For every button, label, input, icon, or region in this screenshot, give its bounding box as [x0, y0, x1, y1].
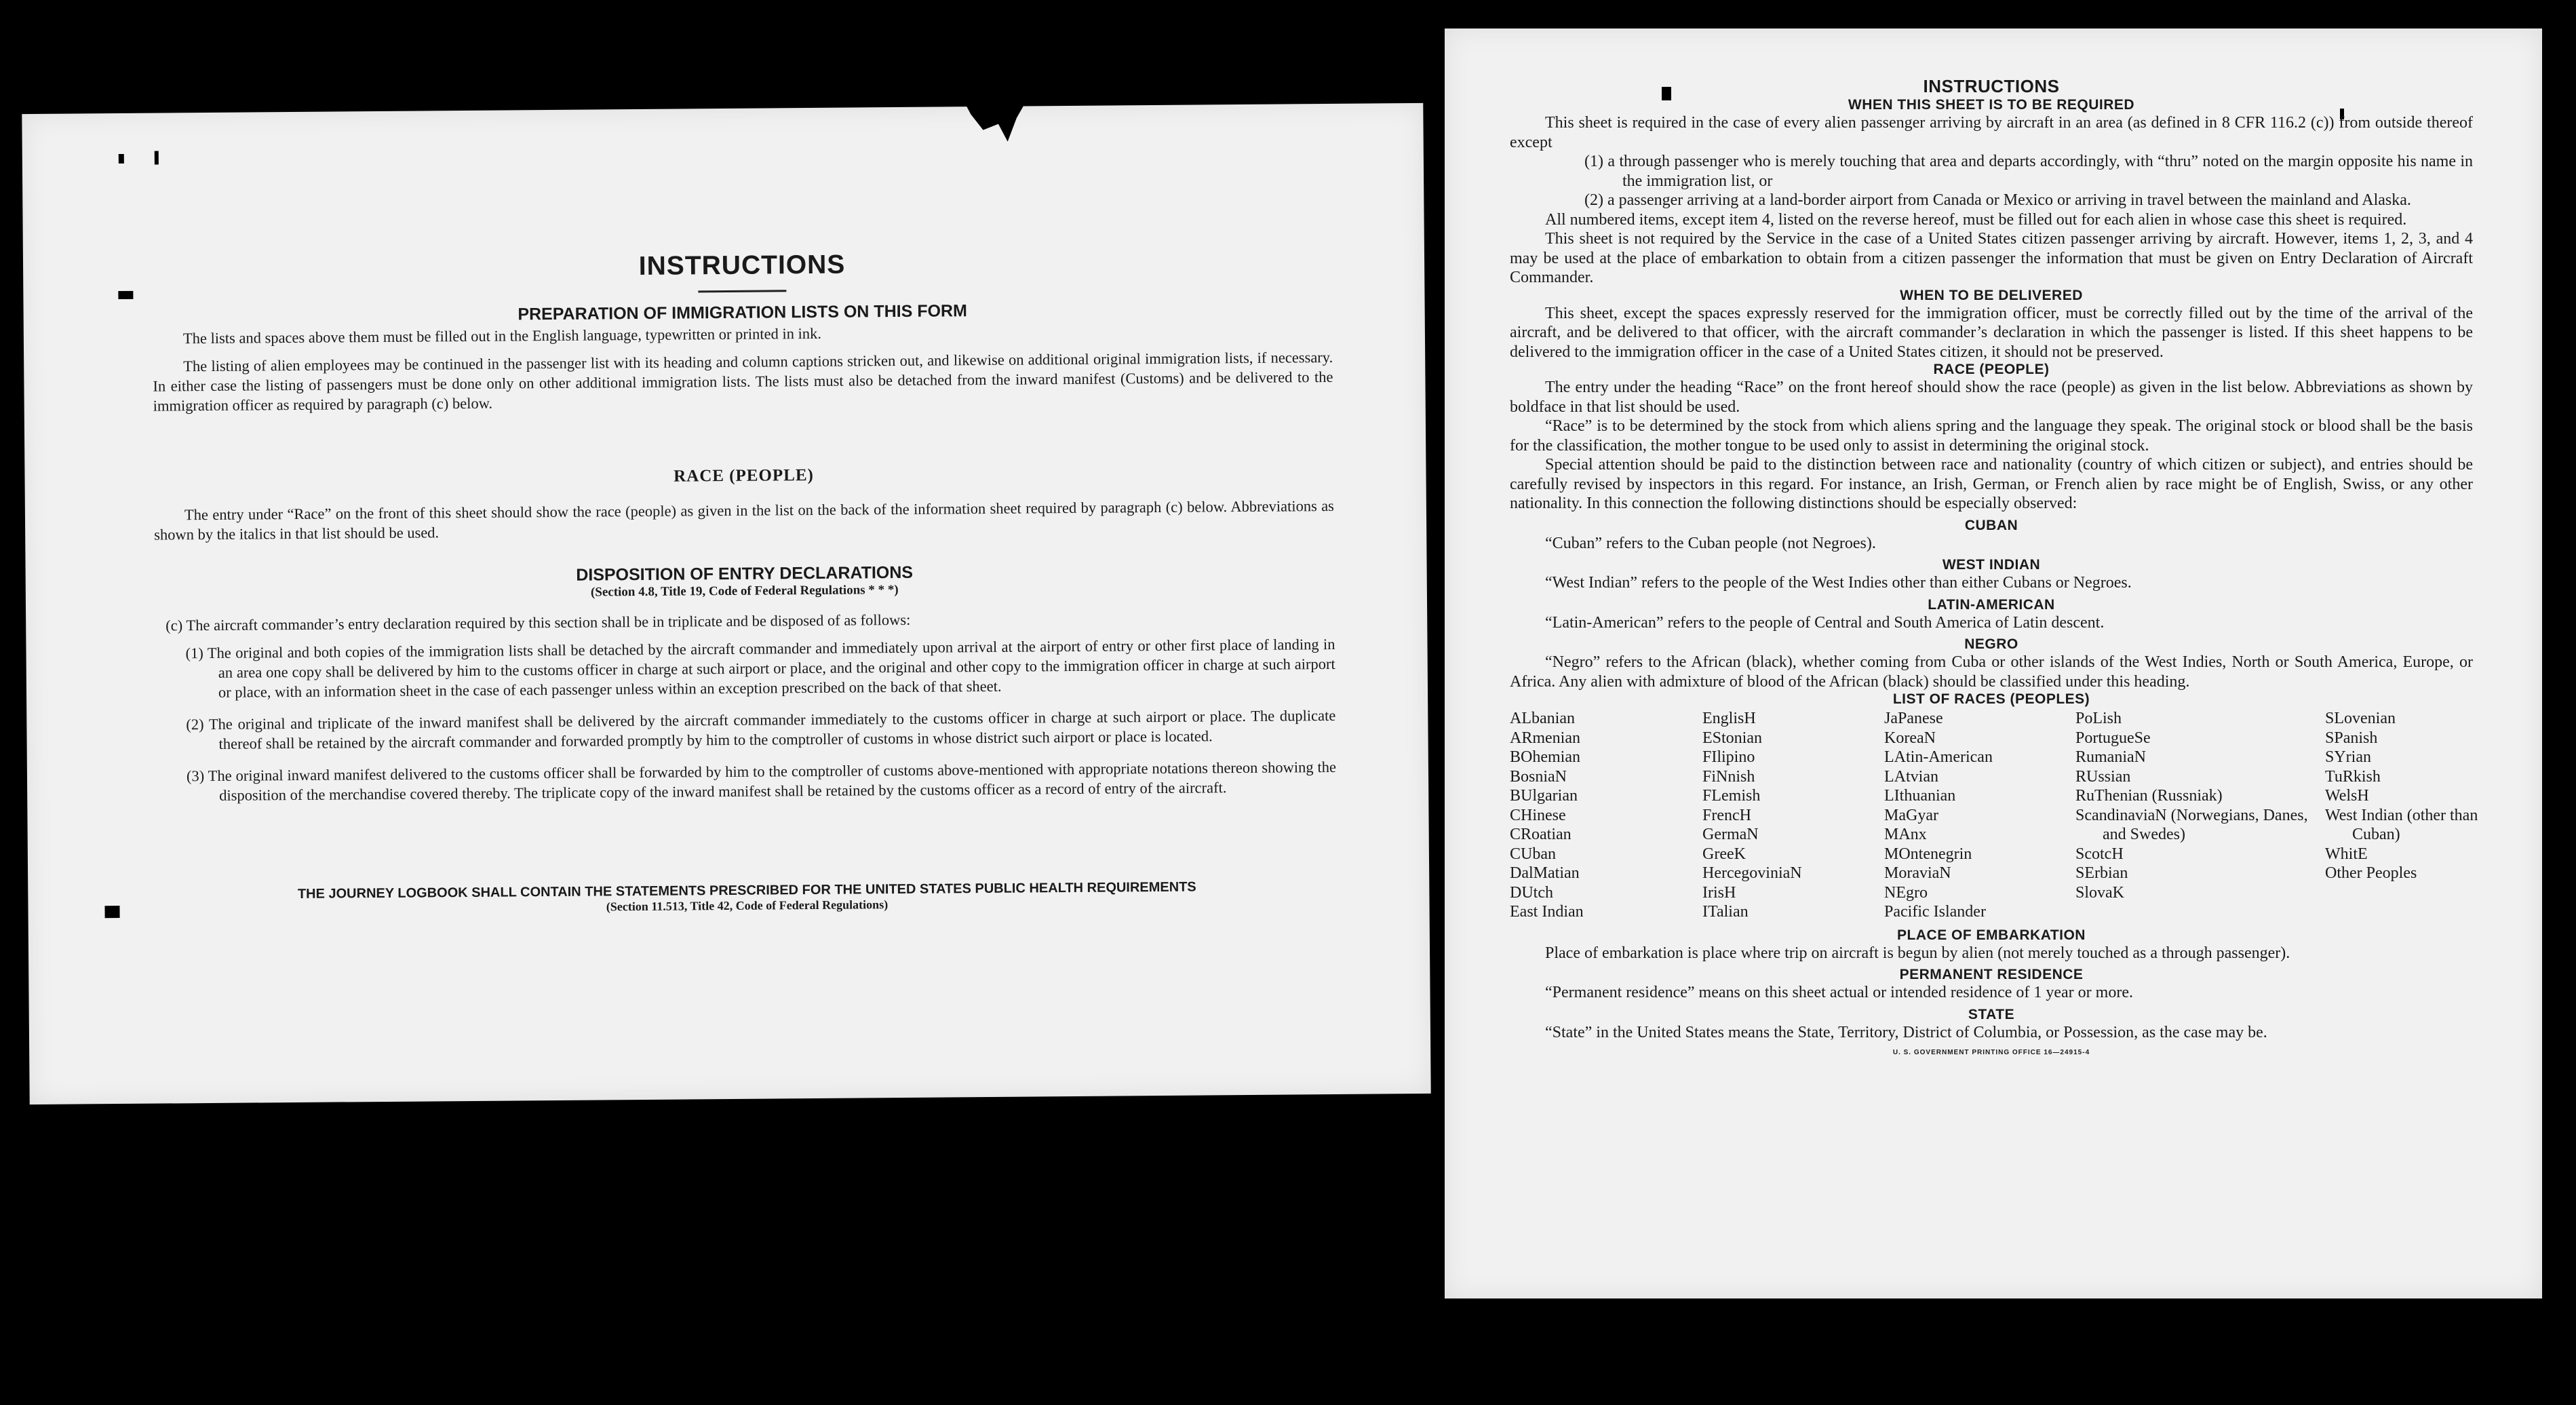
left-title-block [152, 246, 1333, 328]
section-heading: LIST OF RACES (PEOPLES) [1892, 691, 2090, 707]
right-text-column [1510, 76, 2478, 1056]
printer-line: U. S. GOVERNMENT PRINTING OFFICE 16—24915-4 [1892, 1049, 2090, 1056]
ink-speck [119, 154, 124, 163]
race-entry: RumaniaN [2075, 748, 2146, 766]
race-entry: MaGyar [1884, 806, 1938, 824]
section-heading: WHEN TO BE DELIVERED [1900, 287, 2083, 303]
title-underline [698, 290, 786, 292]
race-entry: DUtch [1510, 883, 1553, 902]
list-item: (2) a passenger arriving at a land-border airport from Canada or Mexico or arriving in travel between the mainland and Alaska. [1584, 191, 2411, 209]
race-entry: IrisH [1702, 883, 1736, 902]
races-column [1510, 709, 1702, 922]
race-entry: Pacific Islander [1884, 903, 1986, 921]
paragraph: (c) The aircraft commander’s entry declaration required by this section shall be in triplicate and be disposed of as follows: [165, 611, 911, 634]
footer-statement: THE JOURNEY LOGBOOK SHALL CONTAIN THE STATEMENTS PRESCRIBED FOR THE UNITED STATES PUBLIC HEALTH REQUIREMENTS [297, 879, 1196, 902]
races-column [1884, 709, 2075, 922]
race-entry: CHinese [1510, 806, 1566, 824]
race-entry: LIthuanian [1884, 787, 1956, 805]
race-entry: SPanish [2325, 729, 2378, 747]
race-entry: CRoatian [1510, 826, 1572, 843]
paragraph: This sheet, except the spaces expressly reserved for the immigration officer, must be correctly filled out by the time of the arrival of the aircraft, and be delivered to that officer, with the aircraft commander’s declaration in which the passenger is listed. If this sheet happens to be delivered to the immigration officer in the case of a United States citizen, it should not be preserved. [1510, 304, 2473, 361]
race-entry: FiNnish [1702, 767, 1755, 786]
paragraph: All numbered items, except item 4, listed on the reverse hereof, must be filled out for each alien in whose case this sheet is required. [1545, 210, 2407, 229]
race-entry: ALbanian [1510, 710, 1575, 727]
race-entry: GermaN [1702, 826, 1759, 843]
paragraph: The lists and spaces above them must be filled out in the English language, typewritten or printed in ink. [182, 324, 822, 347]
race-entry: MoraviaN [1884, 864, 1951, 882]
paragraph: Place of embarkation is place where trip on aircraft is begun by alien (not merely touched as a through passenger). [1545, 944, 2290, 962]
section-heading: CUBAN [1964, 517, 2018, 533]
race-entry: West Indian (other than Cuban) [2325, 806, 2478, 843]
race-entry: BOhemian [1510, 748, 1580, 766]
race-entry: Other Peoples [2325, 864, 2417, 882]
race-entry: SYrian [2325, 748, 2371, 766]
paragraph: This sheet is not required by the Service in the case of a United States citizen passenger arriving by aircraft. However, items 1, 2, 3, and 4 may be used at the place of embarkation to obtain from a citizen passenger the information that must be given on Entry Declaration of Aircraft Commander. [1510, 230, 2473, 286]
section-heading-race: RACE (PEOPLE) [674, 465, 814, 486]
race-entry: EnglisH [1702, 710, 1756, 727]
section-heading: RACE (PEOPLE) [1933, 362, 2050, 377]
paragraph: This sheet is required in the case of every alien passenger arriving by aircraft in an area (as defined in 8 CFR 116.2 (c)) from outside thereof except [1510, 114, 2473, 151]
section-heading: STATE [1968, 1006, 2015, 1022]
race-entry: WelsH [2325, 787, 2369, 805]
paragraph: “Latin-American” refers to the people of Central and South America of Latin descent. [1545, 613, 2105, 632]
race-entry: FrencH [1702, 806, 1751, 824]
section-citation: (Section 4.8, Title 19, Code of Federal Regulations * * *) [590, 583, 899, 600]
race-entry: SLovenian [2325, 710, 2396, 727]
race-entry: CUban [1510, 845, 1556, 863]
races-column [1702, 709, 1884, 922]
right-document-page [1445, 28, 2542, 1298]
race-entry: PoLish [2075, 710, 2122, 727]
race-entry: DalMatian [1510, 864, 1580, 882]
race-entry: SlovaK [2075, 883, 2124, 902]
page-title: INSTRUCTIONS [1923, 76, 2060, 96]
section-disposition [155, 560, 1337, 818]
races-column [2325, 709, 2501, 922]
race-entry: LAtvian [1884, 767, 1938, 786]
section-race [153, 462, 1334, 545]
race-entry: EStonian [1702, 729, 1762, 747]
paragraph: “Negro” refers to the African (black), whether coming from Cuba or other islands of the West Indies, North or South America, Europe, or Africa. Any alien with admixture of blood of the African (black) should be classified under this heading. [1510, 653, 2473, 691]
ink-speck [155, 151, 159, 165]
list-item: (3) The original inward manifest delivered to the customs officer shall be forwarded by him to the comptroller of customs above-mentioned with appropriate notations thereon showing the disposition of the merchandise covered thereby. The triplicate copy of the inward manifest shall be retained by the customs officer as a record of entry of the aircraft. [186, 758, 1337, 804]
race-entry: RuThenian (Russniak) [2075, 787, 2223, 805]
race-entry: KoreaN [1884, 729, 1936, 747]
race-entry: RUssian [2075, 767, 2131, 786]
race-entry: TuRkish [2325, 767, 2381, 786]
paragraph: The entry under “Race” on the front of this sheet should show the race (people) as given in the list on the back of the information sheet required by paragraph (c) below. Abbreviations as shown by the italics in that list should be used. [154, 497, 1334, 543]
race-entry: WhitE [2325, 845, 2368, 863]
paragraph: The listing of alien employees may be continued in the passenger list with its heading and column captions stricken out, and likewise on additional original immigration lists, if necessary. In either case the listing of passengers must be done only on other additional immigration lists. The lists must also be detached from the inward manifest (Customs) and be delivered to the immigration officer as required by paragraph (c) below. [153, 348, 1333, 415]
paragraph: “Permanent residence” means on this sheet actual or intended residence of 1 year or more. [1545, 984, 2133, 1001]
race-entry: HercegoviniaN [1702, 864, 1802, 882]
paragraph: “State” in the United States means the State, Territory, District of Columbia, or Possession, as the case may be. [1545, 1023, 2267, 1041]
race-entry: MOntenegrin [1884, 845, 1972, 863]
paragraph: “Race” is to be determined by the stock from which aliens spring and the language they speak. The original stock or blood shall be the basis for the classification, the mother tongue to be used only to assist in determining the original stock. [1510, 417, 2473, 455]
race-entry: GreeK [1702, 845, 1746, 863]
section-heading: PLACE OF EMBARKATION [1897, 927, 2086, 943]
section-heading: NEGRO [1964, 636, 2018, 652]
list-item: (1) a through passenger who is merely touching that area and departs accordingly, with “thru” noted on the margin opposite his name in the immigration list, or [1584, 153, 2473, 190]
list-item: (1) The original and both copies of the immigration lists shall be detached by the aircraft commander and immediately upon arrival at the airport of entry or other first place of landing in an area one copy shall be delivered by him to the customs officer in charge at such airport or place, and the original and other copy to the immigration officer in charge at such airport or place, with an information sheet in the case of each passenger unless within an exception prescribed on the back of that sheet. [185, 635, 1335, 701]
section-preparation [153, 320, 1333, 416]
race-entry: East Indian [1510, 903, 1584, 921]
race-entry: FIlipino [1702, 748, 1755, 766]
race-entry: ARmenian [1510, 729, 1580, 747]
section-heading-preparation: PREPARATION OF IMMIGRATION LISTS ON THIS FORM [518, 301, 967, 324]
race-entry: BosniaN [1510, 767, 1567, 786]
section-heading: WHEN THIS SHEET IS TO BE REQUIRED [1848, 97, 2135, 113]
section-heading: WEST INDIAN [1942, 557, 2041, 573]
races-table [1510, 709, 2478, 922]
torn-notch [964, 102, 1026, 142]
footer-citation: (Section 11.513, Title 42, Code of Federal Regulations) [606, 898, 889, 914]
races-column [2075, 709, 2325, 922]
paragraph: Special attention should be paid to the distinction between race and nationality (country of which citizen or subject), and entries should be carefully revised by inspectors in this regard. For instance, an Irish, German, or French alien by race might be of English, Swiss, or any other nationality. In this connection the following distinctions should be especially observed: [1510, 456, 2473, 512]
punch-mark [118, 291, 133, 299]
left-document-page [22, 103, 1430, 1104]
race-entry: JaPanese [1884, 710, 1943, 727]
race-entry: MAnx [1884, 826, 1927, 843]
race-entry: PortugueSe [2075, 729, 2151, 747]
section-heading: LATIN-AMERICAN [1928, 596, 2055, 613]
race-entry: NEgro [1884, 883, 1928, 902]
section-heading: PERMANENT RESIDENCE [1899, 967, 2084, 982]
race-entry: ITalian [1702, 903, 1749, 921]
list-item: (2) The original and triplicate of the inward manifest shall be delivered by the aircraft commander immediately to the customs officer in charge at such airport or place. The duplicate thereof shall be retained by the aircraft commander and forwarded promptly by him to the comptroller of customs in whose district such airport or place is located. [186, 706, 1336, 752]
race-entry: ScandinaviaN (Norwegians, Danes, and Swedes) [2075, 806, 2308, 843]
race-entry: ScotcH [2075, 845, 2124, 863]
race-entry: SErbian [2075, 864, 2128, 882]
race-entry: BUlgarian [1510, 787, 1578, 805]
footer-block [130, 879, 1364, 918]
paragraph: “West Indian” refers to the people of the West Indies other than either Cubans or Negroes. [1545, 574, 2132, 592]
page-title: INSTRUCTIONS [638, 250, 846, 281]
race-entry: LAtin-American [1884, 748, 1993, 766]
punch-mark [104, 906, 119, 918]
paragraph: The entry under the heading “Race” on the front hereof should show the race (people) as given in the list below. Abbreviations as shown by boldface in that list should be used. [1510, 379, 2473, 416]
section-heading-disposition: DISPOSITION OF ENTRY DECLARATIONS [576, 562, 914, 585]
race-entry: FLemish [1702, 787, 1761, 805]
paragraph: “Cuban” refers to the Cuban people (not Negroes). [1545, 534, 1876, 552]
